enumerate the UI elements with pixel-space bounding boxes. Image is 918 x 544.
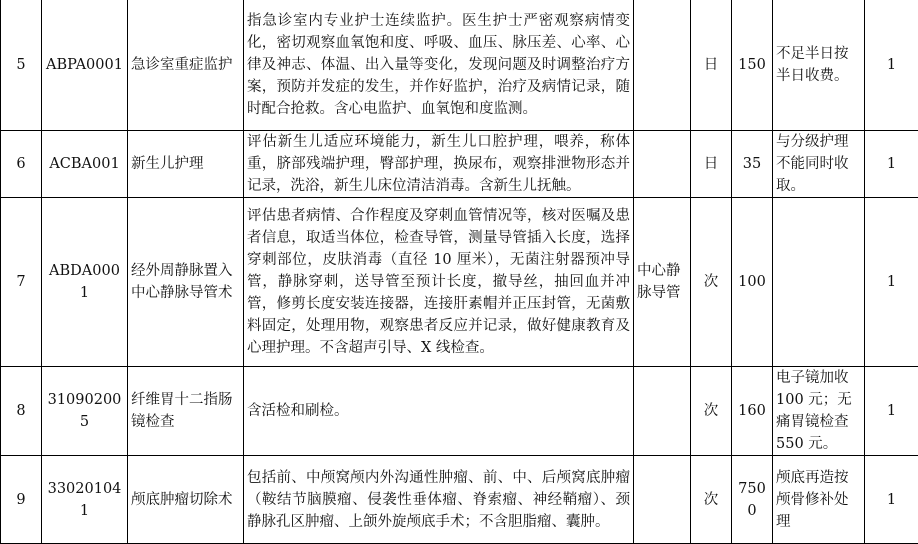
category-flag: 1: [865, 131, 918, 198]
price: 150: [732, 0, 773, 131]
note: 与分级护理不能同时收取。: [773, 131, 865, 198]
table-row: [1, 456, 918, 544]
item-name: 急诊室重症监护: [128, 0, 244, 131]
item-code: ABDA0001: [42, 198, 128, 367]
item-name: 纤维胃十二指肠镜检查: [128, 367, 244, 456]
item-code: ACBA001: [42, 131, 128, 198]
item-name: 经外周静脉置入中心静脉导管术: [128, 198, 244, 367]
row-number: 6: [1, 131, 42, 198]
row-number: 7: [1, 198, 42, 367]
item-content: 指急诊室内专业护士连续监护。医生护士严密观察病情变化，密切观察血氧饱和度、呼吸、血压、脉压差、心率、心律及神志、体温、出入量等变化，发现问题及时调整治疗方案，预防并发症的发生，并作好监护，治疗及病情记录，随时配合抢救。含心电监护、血氧饱和度监测。: [244, 0, 634, 131]
item-content: 评估患者病情、合作程度及穿刺血管情况等，核对医嘱及患者信息，取适当体位，检查导管，测量导管插入长度，选择穿刺部位，皮肤消毒（直径 10 厘米），无菌注射器预冲导管，静脉穿刺，送导管至预计长度，撤导丝，抽回血并冲管，修剪长度安装连接器，连接肝素帽并正压封管，无菌敷料固定，处理用物，观察患者反应并记录，做好健康教育及心理护理。不含超声引导、X 线检查。: [244, 198, 634, 367]
item-content: 包括前、中颅窝颅内外沟通性肿瘤、前、中、后颅窝底肿瘤（鞍结节脑膜瘤、侵袭性垂体瘤、脊索瘤、神经鞘瘤）、颈静脉孔区肿瘤、上颌外旋颅底手术；不含胆脂瘤、囊肿。: [244, 456, 634, 544]
price: 7500: [732, 456, 773, 544]
row-number: 9: [1, 456, 42, 544]
item-content: 含活检和刷检。: [244, 367, 634, 456]
item-code: ABPA0001: [42, 0, 128, 131]
note: 颅底再造按颅骨修补处理: [773, 456, 865, 544]
item-name: 新生儿护理: [128, 131, 244, 198]
table-row: [1, 367, 918, 456]
excluded-items: [634, 456, 691, 544]
item-content: 评估新生儿适应环境能力，新生儿口腔护理，喂养，称体重，脐部残端护理，臀部护理，换尿布，观察排泄物形态并记录，洗浴，新生儿床位清洁消毒。含新生儿抚触。: [244, 131, 634, 198]
excluded-items: [634, 131, 691, 198]
note: 电子镜加收 100 元；无痛胃镜检查 550 元。: [773, 367, 865, 456]
note: [773, 198, 865, 367]
pricing-unit: 次: [691, 367, 732, 456]
table-row: [1, 131, 918, 198]
price: 35: [732, 131, 773, 198]
row-number: 5: [1, 0, 42, 131]
table-row: [1, 0, 918, 131]
item-code: 310902005: [42, 367, 128, 456]
item-name: 颅底肿瘤切除术: [128, 456, 244, 544]
excluded-items: [634, 0, 691, 131]
pricing-unit: 日: [691, 0, 732, 131]
table-row: [1, 198, 918, 367]
pricing-unit: 次: [691, 456, 732, 544]
category-flag: 1: [865, 456, 918, 544]
category-flag: 1: [865, 367, 918, 456]
pricing-unit: 次: [691, 198, 732, 367]
category-flag: 1: [865, 0, 918, 131]
category-flag: 1: [865, 198, 918, 367]
note: 不足半日按半日收费。: [773, 0, 865, 131]
excluded-items: 中心静脉导管: [634, 198, 691, 367]
price: 160: [732, 367, 773, 456]
row-number: 8: [1, 367, 42, 456]
price: 100: [732, 198, 773, 367]
excluded-items: [634, 367, 691, 456]
pricing-unit: 日: [691, 131, 732, 198]
item-code: 330201041: [42, 456, 128, 544]
